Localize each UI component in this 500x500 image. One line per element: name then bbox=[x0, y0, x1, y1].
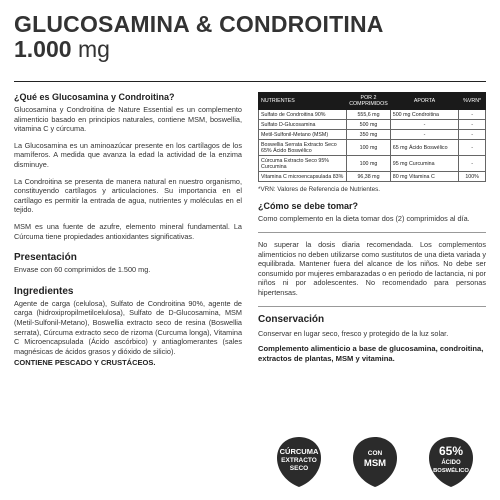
como-tomar-text: Como complemento en la dieta tomar dos (2) comprimidos al día. bbox=[258, 214, 470, 223]
col-vrn: %VRN* bbox=[459, 93, 486, 110]
advertencias-text: No superar la dosis diaria recomendada. Los complementos alimenticios no deben utilizarse como sustitutos de una dieta variada y equilibrada. Mantener fuera del alcance de los niños. No debe ser consumido por mujeres embarazadas o en periodo de lactancia, ni por niños ni por adolescentes. No recomendado para personas hipertensas. bbox=[258, 240, 486, 298]
complemento-text: Complemento alimenticio a base de glucosamina, condroitina, extractos de plantas, MSM y vitamina. bbox=[258, 343, 484, 363]
badge-curcuma-line1: CÚRCUMA bbox=[279, 447, 319, 456]
badge-curcuma bbox=[276, 436, 322, 488]
col-aporta: APORTA bbox=[390, 93, 458, 110]
cell-cantidad: 555,6 mg bbox=[347, 110, 391, 120]
badge-boswelico bbox=[428, 436, 474, 488]
cell-vrn: - bbox=[459, 130, 486, 140]
msm-paragraph: MSM es una fuente de azufre, elemento mineral fundamental. La Cúrcuma tiene propiedades antioxidantes significativas. bbox=[14, 221, 242, 241]
table-row bbox=[259, 110, 486, 120]
cell-aporta: 500 mg Condroitina bbox=[390, 110, 458, 120]
cell-aporta: 95 mg Curcumina bbox=[390, 156, 458, 172]
conservacion-heading: Conservación bbox=[258, 314, 325, 326]
cell-aporta: - bbox=[390, 130, 458, 140]
cell-nutriente: Boswellia Serrata Extracto Seco 65% Ácido Boswélico bbox=[259, 140, 347, 156]
presentacion-heading: Presentación bbox=[14, 252, 77, 264]
ingredientes-heading: Ingredientes bbox=[14, 285, 74, 297]
conservacion-text: Conservar en lugar seco, fresco y protegido de la luz solar. bbox=[258, 329, 449, 339]
cell-vrn: - bbox=[459, 120, 486, 130]
page-subtitle bbox=[14, 37, 110, 62]
cell-nutriente: Metil-Sulfonil-Metano (MSM) bbox=[259, 130, 347, 140]
dose-value: 1.000 bbox=[14, 36, 72, 62]
que-es-heading: ¿Qué es Glucosamina y Condroitina? bbox=[14, 92, 175, 102]
table-row bbox=[259, 140, 486, 156]
badge-msm-line2: MSM bbox=[363, 458, 387, 469]
como-tomar-heading: ¿Cómo se debe tomar? bbox=[258, 201, 359, 211]
cell-aporta: 80 mg Vitamina C bbox=[390, 172, 458, 182]
cell-vrn: - bbox=[459, 140, 486, 156]
badge-boswelico-line3: BOSWÉLICO bbox=[433, 468, 469, 474]
cell-aporta: 65 mg Ácido Boswélico bbox=[390, 140, 458, 156]
table-row bbox=[259, 172, 486, 182]
dose-unit: mg bbox=[77, 36, 110, 62]
ingredientes-text: Agente de carga (celulosa), Sulfato de Condroitina 90%, agente de carga (hidroxipropilmetilcelulosa), Sulfato de D-Glucosamina, MSM (Metil-Sulfonil-Metano), Boswellia extracto seco de resina (Boswellia serrata), Cúrcuma extracto seco de rizoma (Curcuma longa), Vitamina C Microencapsulada (Ácido ascórbico) y antiaglomerantes (sales magnésicas de ácidos grasos y dióxido de silicio). bbox=[14, 298, 242, 356]
badge-curcuma-line2: EXTRACTO bbox=[281, 457, 317, 464]
table-row bbox=[259, 130, 486, 140]
badge-curcuma-line3: SECO bbox=[289, 465, 309, 472]
cell-vrn: 100% bbox=[459, 172, 486, 182]
divider bbox=[258, 232, 486, 233]
table-row bbox=[259, 156, 486, 172]
left-column bbox=[14, 92, 242, 367]
allergen-warning: CONTIENE PESCADO Y CRUSTÁCEOS. bbox=[14, 358, 156, 368]
cell-aporta: - bbox=[390, 120, 458, 130]
cell-cantidad: 500 mg bbox=[347, 120, 391, 130]
vrn-footnote: *VRN: Valores de Referencia de Nutrientes. bbox=[258, 186, 381, 193]
table-row bbox=[259, 120, 486, 130]
cell-cantidad: 100 mg bbox=[347, 140, 391, 156]
cell-vrn: - bbox=[459, 156, 486, 172]
badge-boswelico-line2: ÁCIDO bbox=[441, 460, 461, 466]
title-rule bbox=[14, 81, 486, 82]
cell-cantidad: 100 mg bbox=[347, 156, 391, 172]
col-nutrientes: NUTRIENTES bbox=[259, 93, 347, 110]
col-por-2-comprimidos: POR 2 COMPRIMIDOS bbox=[347, 93, 391, 110]
cell-nutriente: Sulfato de Condroitina 90% bbox=[259, 110, 347, 120]
cell-nutriente: Vitamina C microencapsulada 83% bbox=[259, 172, 347, 182]
cell-vrn: - bbox=[459, 110, 486, 120]
glucosamina-paragraph: La Glucosamina es un aminoazúcar presente en los cartílagos de los mamíferos. A medida que avanza la edad la actividad de la enzima disminuye. bbox=[14, 140, 242, 169]
cell-nutriente: Sulfato D-Glucosamina bbox=[259, 120, 347, 130]
cell-nutriente: Cúrcuma Extracto Seco 95% Curcumina bbox=[259, 156, 347, 172]
condroitina-paragraph: La Condroitina se presenta de manera natural en nuestro organismo, constituyendo cartílagos y articulaciones. Su importancia en el cartílago es permitir la entrada de agua, nutrientes y moléculas en el tejido. bbox=[14, 176, 242, 215]
nutrition-table bbox=[258, 92, 486, 182]
divider bbox=[258, 306, 486, 307]
intro-paragraph: Glucosamina y Condroitina de Nature Essential es un complemento alimenticio basado en principios naturales, contiene MSM, boswellia, vitamina C y cúrcuma. bbox=[14, 105, 242, 134]
badge-msm bbox=[352, 436, 398, 488]
cell-cantidad: 96,38 mg bbox=[347, 172, 391, 182]
cell-cantidad: 350 mg bbox=[347, 130, 391, 140]
badge-boswelico-line1: 65% bbox=[438, 444, 464, 458]
nutrition-table-header bbox=[259, 93, 486, 110]
page-title: GLUCOSAMINA & CONDROITINA bbox=[14, 11, 384, 37]
badges bbox=[276, 436, 476, 494]
badge-msm-line1: CON bbox=[367, 450, 383, 457]
right-column bbox=[258, 92, 486, 364]
presentacion-text: Envase con 60 comprimidos de 1.500 mg. bbox=[14, 265, 151, 275]
